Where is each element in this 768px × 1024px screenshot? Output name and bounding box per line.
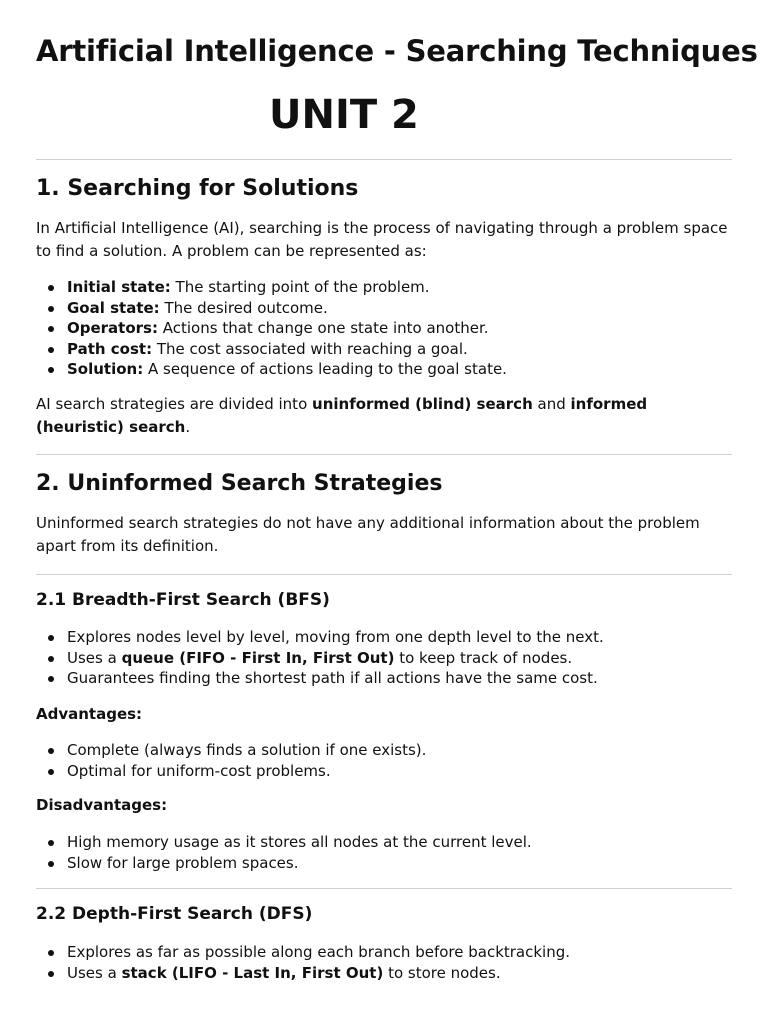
bfs-disadvantages-list [36, 832, 732, 873]
divider [36, 574, 732, 575]
list-item [36, 359, 732, 380]
list-item: High memory usage as it stores all nodes at the current level. [36, 832, 732, 853]
list-item [36, 339, 732, 360]
list-item: Complete (always finds a solution if one exists). [36, 740, 732, 761]
list-item [36, 277, 732, 298]
list-item: Slow for large problem spaces. [36, 853, 732, 874]
dfs-features-list [36, 942, 732, 983]
section-intro-paragraph: In Artificial Intelligence (AI), searching is the process of navigating through a problem space to find a solution. A problem can be represented as: [36, 219, 728, 260]
term-description: A sequence of actions leading to the goal state. [143, 360, 507, 378]
unit-title: UNIT 2 [269, 92, 419, 138]
divider [36, 159, 732, 160]
list-item: Explores nodes level by level, moving from one depth level to the next. [36, 627, 732, 648]
document-title: Artificial Intelligence - Searching Techniques [36, 34, 758, 68]
uninformed-intro-paragraph: Uninformed search strategies do not have any additional information about the problem apart from its definition. [36, 514, 700, 555]
section-heading-uninformed: 2. Uninformed Search Strategies [36, 471, 443, 496]
section-heading-searching: 1. Searching for Solutions [36, 176, 359, 201]
subsection-heading-dfs: 2.2 Depth-First Search (DFS) [36, 904, 313, 924]
list-item [36, 318, 732, 339]
divider [36, 454, 732, 455]
term-description: Actions that change one state into another. [157, 319, 489, 337]
term-operators: Operators: [67, 319, 158, 337]
term-path-cost: Path cost: [67, 339, 153, 358]
subsection-heading-bfs: 2.1 Breadth-First Search (BFS) [36, 590, 330, 610]
list-item: Guarantees finding the shortest path if all actions have the same cost. [36, 668, 732, 689]
list-item [36, 298, 732, 319]
problem-components-list [36, 277, 732, 380]
list-item: Optimal for uniform-cost problems. [36, 761, 732, 782]
term-description: The desired outcome. [159, 298, 328, 317]
term-initial-state: Initial state: [67, 278, 171, 296]
list-item: Explores as far as possible along each branch before backtracking. [36, 942, 732, 963]
term-description: The starting point of the problem. [170, 278, 430, 296]
term-goal-state: Goal state: [67, 298, 160, 317]
bfs-features-list [36, 627, 732, 689]
disadvantages-label: Disadvantages: [36, 796, 168, 814]
term-description: The cost associated with reaching a goal. [152, 339, 468, 358]
term-solution: Solution: [67, 360, 144, 378]
search-strategies-summary: AI search strategies are divided into uninformed (blind) search and informed (heuristic) search. [36, 395, 648, 436]
bfs-advantages-list [36, 740, 732, 781]
list-item: Uses a queue (FIFO - First In, First Out) to keep track of nodes. [36, 648, 732, 669]
advantages-label: Advantages: [36, 705, 143, 723]
divider [36, 888, 732, 889]
list-item: Uses a stack (LIFO - Last In, First Out) to store nodes. [36, 963, 732, 984]
